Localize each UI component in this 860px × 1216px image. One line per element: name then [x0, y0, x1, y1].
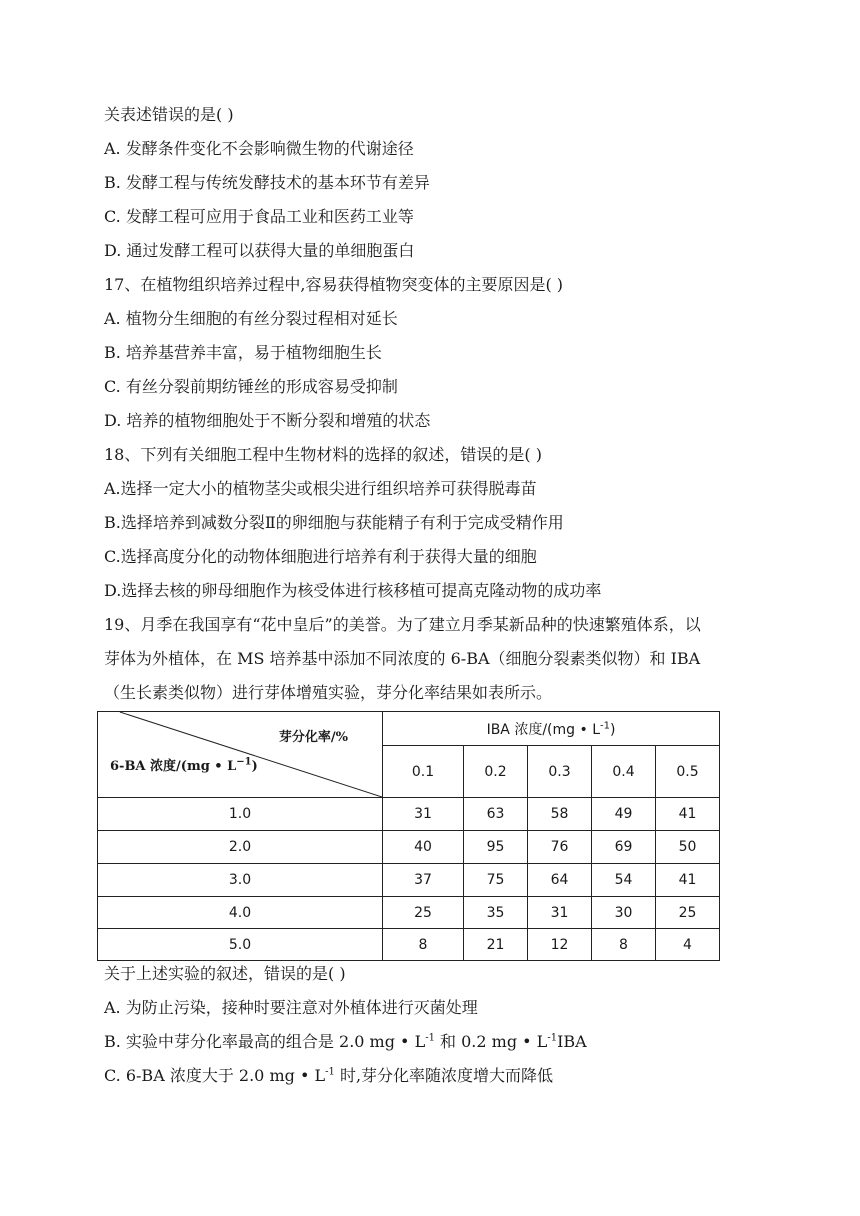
q17-option-c: C. 有丝分裂前期纺锤丝的形成容易受抑制	[104, 377, 398, 396]
table-cell: 12	[528, 929, 592, 961]
question-19-stem-line2: 芽体为外植体，在 MS 培养基中添加不同浓度的 6-BA（细胞分裂素类似物）和 IBA	[104, 649, 701, 668]
ba-level: 2.0	[98, 831, 383, 864]
table-cell: 4	[656, 929, 720, 961]
table-cell: 35	[464, 897, 528, 929]
table-cell: 8	[592, 929, 656, 961]
table-row	[98, 864, 720, 897]
iba-level: 0.4	[592, 746, 656, 798]
ba-level: 5.0	[98, 929, 383, 961]
q19-option-b: B. 实验中芽分化率最高的组合是 2.0 mg • $L^{-1}$ 和 0.2 mg • $L^{-1}IBA$	[104, 1032, 587, 1051]
table-cell: 54	[592, 864, 656, 897]
corner-column-label: 芽分化率/%	[278, 730, 348, 745]
table-row	[98, 798, 720, 831]
table-cell: 49	[592, 798, 656, 831]
question-18-stem: 18、下列有关细胞工程中生物材料的选择的叙述，错误的是( )	[104, 445, 542, 464]
ba-level: 3.0	[98, 864, 383, 897]
table-cell: 58	[528, 798, 592, 831]
table-cell: 8	[383, 929, 464, 961]
table-cell: 75	[464, 864, 528, 897]
q19-option-c: C. 6-BA 浓度大于 2.0 mg • $L^{-1}$ 时,芽分化率随浓度增大而降低	[104, 1066, 554, 1085]
iba-header: IBA 浓度/(mg • $L^{-1}$)	[383, 712, 720, 746]
table-cell: 31	[528, 897, 592, 929]
table-corner-cell	[98, 712, 383, 798]
question-16-stem-tail: 关表述错误的是( )	[104, 105, 234, 124]
question-19-stem-line3: （生长素类似物）进行芽体增殖实验，芽分化率结果如表所示。	[104, 683, 553, 702]
q17-option-b: B. 培养基营养丰富，易于植物细胞生长	[104, 343, 382, 362]
table-cell: 25	[656, 897, 720, 929]
table-cell: 63	[464, 798, 528, 831]
question-17-stem: 17、在植物组织培养过程中,容易获得植物突变体的主要原因是( )	[104, 275, 564, 294]
table-cell: 50	[656, 831, 720, 864]
table-cell: 25	[383, 897, 464, 929]
table-cell: 41	[656, 798, 720, 831]
table-cell: 95	[464, 831, 528, 864]
iba-level: 0.2	[464, 746, 528, 798]
q16-option-a: A. 发酵条件变化不会影响微生物的代谢途径	[104, 139, 414, 158]
q18-option-b: B.选择培养到减数分裂Ⅱ的卵细胞与获能精子有利于完成受精作用	[104, 513, 564, 532]
ba-level: 1.0	[98, 798, 383, 831]
q16-option-d: D. 通过发酵工程可以获得大量的单细胞蛋白	[104, 241, 415, 260]
table-cell: 69	[592, 831, 656, 864]
table-row	[98, 831, 720, 864]
q17-option-a: A. 植物分生细胞的有丝分裂过程相对延长	[104, 309, 398, 328]
iba-level: 0.1	[383, 746, 464, 798]
table-row	[98, 897, 720, 929]
corner-row-label: 6-BA 浓度/(mg • $L^{-1}$)	[110, 756, 258, 774]
q16-option-b: B. 发酵工程与传统发酵技术的基本环节有差异	[104, 173, 430, 192]
table-cell: 30	[592, 897, 656, 929]
q18-option-a: A.选择一定大小的植物茎尖或根尖进行组织培养可获得脱毒苗	[104, 479, 537, 498]
table-cell: 76	[528, 831, 592, 864]
q16-option-c: C. 发酵工程可应用于食品工业和医药工业等	[104, 207, 414, 226]
table-row	[98, 929, 720, 961]
table-cell: 40	[383, 831, 464, 864]
q19-option-a: A. 为防止污染，接种时要注意对外植体进行灭菌处理	[104, 998, 478, 1017]
table-cell: 41	[656, 864, 720, 897]
table-cell: 37	[383, 864, 464, 897]
question-19-stem-line1: 19、月季在我国享有“花中皇后”的美誉。为了建立月季某新品种的快速繁殖体系，以	[104, 615, 701, 634]
ba-level: 4.0	[98, 897, 383, 929]
q17-option-d: D. 培养的植物细胞处于不断分裂和增殖的状态	[104, 411, 431, 430]
table-cell: 21	[464, 929, 528, 961]
q19-question-prompt: 关于上述实验的叙述，错误的是( )	[104, 964, 346, 983]
bud-differentiation-table	[97, 711, 720, 961]
table-cell: 64	[528, 864, 592, 897]
table-cell: 31	[383, 798, 464, 831]
iba-level: 0.3	[528, 746, 592, 798]
q18-option-c: C.选择高度分化的动物体细胞进行培养有利于获得大量的细胞	[104, 547, 537, 566]
iba-level: 0.5	[656, 746, 720, 798]
q18-option-d: D.选择去核的卵母细胞作为核受体进行核移植可提高克隆动物的成功率	[104, 581, 602, 600]
